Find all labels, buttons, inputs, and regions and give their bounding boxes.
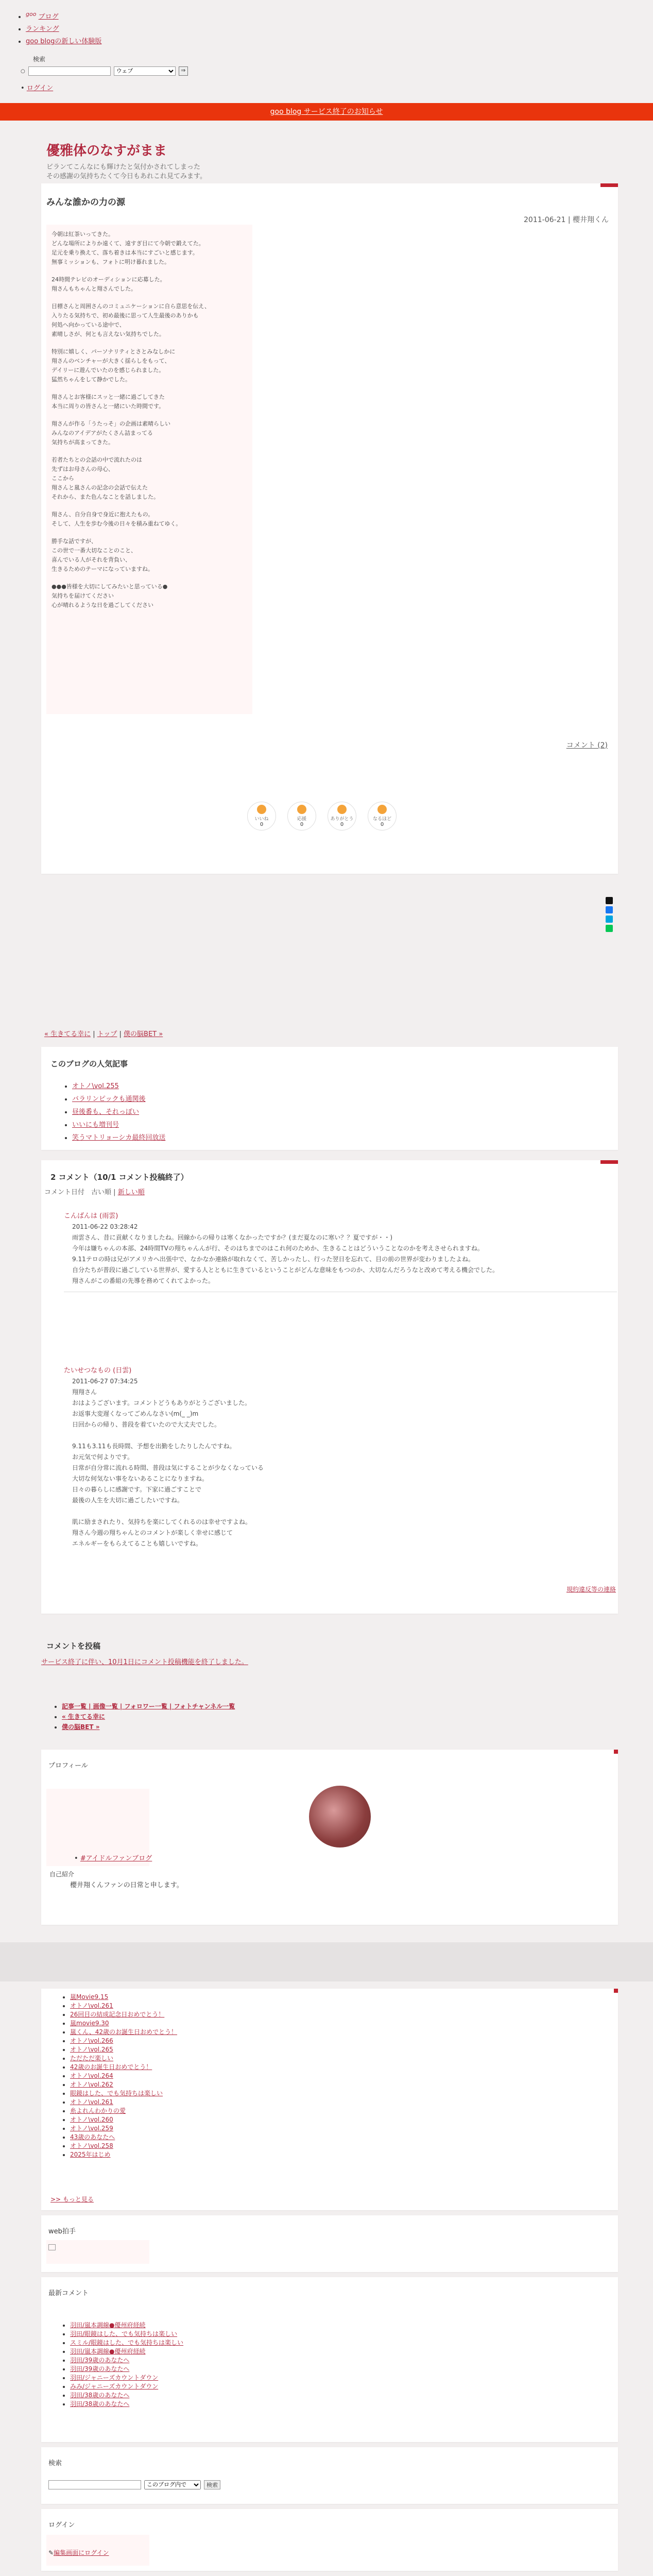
facebook-share-icon[interactable] — [606, 906, 613, 913]
article-paragraph: 目標さんと周囲さんのコミュニケーションに自ら意思を伝え、 入りたる気持ちで、初め最後に思って人生最後のありかも 何処へ向かっている途中で、 素晴しさが、何とも言えない気持ちでした。 — [51, 303, 210, 337]
article — [41, 183, 618, 874]
recent-post-item[interactable]: • オトノ\vol.265 — [70, 2045, 618, 2054]
goo-logo: goo — [26, 11, 37, 18]
share-buttons — [606, 897, 613, 932]
profile-widget — [41, 1750, 618, 1925]
profile-intro: 櫻井翔くんファンの日常と申します。 — [70, 1882, 183, 1889]
prev-post-link[interactable]: « 生きてる幸に — [44, 1030, 91, 1038]
article-paragraph: 若者たちとの会話の中で流れたのは 先ずはお母さんの母心、 ここから 翔さんと嵐さんの記念の会話で伝えた それから、また色んなことを話しました。 — [51, 456, 159, 500]
recent-post-item[interactable]: • 眼鏡はした、でも気持ちは楽しい — [70, 2089, 618, 2098]
profile-tag[interactable]: • #アイドルファンブログ — [74, 1855, 152, 1862]
recent-post-item[interactable]: • 42歳のお誕生日おめでとう！ — [70, 2063, 618, 2072]
accent-bar — [600, 1160, 618, 1164]
accent-bar — [600, 183, 618, 187]
reaction-like-button[interactable]: いいね 0 — [247, 802, 276, 831]
profile-intro-label: 自己紹介 — [49, 1871, 75, 1878]
popular-posts — [41, 1047, 618, 1150]
sort-old: 古い順 — [91, 1189, 112, 1196]
top-search — [21, 55, 188, 76]
hatena-share-icon[interactable] — [606, 916, 613, 923]
recent-post-item[interactable]: • 2025年はじめ — [70, 2150, 618, 2159]
more-posts-link[interactable]: >> もっと見る — [50, 2196, 94, 2203]
latest-comment-item[interactable]: • 羽田/38歳のあなたへ — [70, 2400, 618, 2409]
ranking-link[interactable]: ランキング — [26, 25, 59, 33]
login-widget — [41, 2509, 618, 2571]
article-title[interactable]: みんな誰かの力の源 — [46, 197, 125, 208]
web-clap-title: web拍手 — [48, 2228, 76, 2235]
global-nav-item-trial[interactable] — [26, 36, 101, 45]
recent-post-item[interactable]: • 糸よれんわかりの愛 — [70, 2107, 618, 2115]
recent-post-item[interactable]: • 嵐くん、42歳のお誕生日おめでとう！ — [70, 2028, 618, 2037]
blog-subtitle — [46, 163, 207, 181]
blog-subtitle-line: ビランてこんなにも輝けたと気付かされてしまった — [46, 163, 201, 171]
popular-post-item[interactable]: • オトノ\vol.255 — [72, 1080, 618, 1090]
reaction-thanks-button[interactable]: ありがとう 0 — [328, 802, 356, 831]
line-share-icon[interactable] — [606, 925, 613, 932]
comment-form-title: コメントを投稿 — [46, 1641, 101, 1651]
recent-post-item[interactable]: • 嵐Movie9.15 — [70, 1993, 618, 2002]
article-paragraph: 勝手な話ですが、 この世で一番大切なことのこと、 喜んでいる人がそれを背負い、 生きるためのテーマになっていますね。 — [51, 538, 153, 572]
blog-links — [62, 1700, 235, 1733]
latest-comment-item[interactable]: • スミル/眼鏡はした、でも気持ちは楽しい — [70, 2338, 618, 2347]
blog-link-item[interactable]: • « 生きてる幸に — [62, 1712, 235, 1721]
recent-post-item[interactable]: • 26回目の結成記念日おめでとう！ — [70, 2010, 618, 2019]
recent-posts-widget — [41, 1989, 618, 2210]
latest-comment-item[interactable]: • 羽田/眼鏡はした、でも気持ちは楽しい — [70, 2330, 618, 2338]
blog-subtitle-line: その感謝の気持ちたくて今日もあれこれ見てみます。 — [46, 173, 207, 180]
comment-date: 2011-06-22 03:28:42 — [72, 1223, 138, 1230]
blog-link[interactable]: ブログ — [38, 13, 59, 21]
thanks-icon — [337, 805, 347, 814]
article-body — [46, 225, 252, 714]
trial-link[interactable]: goo blogの新しい体験版 — [26, 38, 102, 46]
article-paragraph: 翔さん、自分自身で身近に抱えたもの。 そして、人生を歩む今後の日々を積み重ねてゆく。 — [51, 511, 182, 527]
login-widget-title: ログイン — [48, 2521, 75, 2529]
accent-bar — [614, 1989, 618, 1993]
blog-link-item[interactable]: • 僕の脳BET » — [62, 1722, 235, 1731]
article-paragraph: 翔さんとお客様にスッと一緒に過ごしてきた 本当に周りの皆さんと一緒にいた時間です。 — [51, 394, 165, 410]
article-paragraph: 特別に嬉しく、パーソナリティとさとみなしかに 翔さんのベンチャーが大きく揺らしをもって、 デイリーに遊んでいたのを感じられました。 猛然ちゃんをして静かでした。 — [51, 348, 176, 383]
accent-bar — [614, 1750, 618, 1754]
next-post-link[interactable]: 僕の脳BET » — [124, 1030, 163, 1038]
comment-author[interactable]: たいせつなもの (日雲) — [64, 1367, 132, 1375]
comment-sort: コメント日付 古い順 | 新しい順 — [44, 1189, 145, 1196]
latest-comment-item[interactable]: • みみ/ジャニーズカウントダウン — [70, 2382, 618, 2391]
comment-item — [64, 1211, 617, 1292]
broken-image-icon — [48, 2244, 56, 2250]
recent-post-item[interactable]: • オトノ\vol.264 — [70, 2072, 618, 2080]
recent-post-item[interactable]: • オトノ\vol.258 — [70, 2142, 618, 2150]
blog-title[interactable]: 優雅体のなすがまま — [46, 143, 167, 159]
popular-post-item[interactable]: • 昼後番も、それっぽい — [72, 1106, 618, 1116]
search-widget-form — [48, 2480, 220, 2489]
divider — [0, 1942, 653, 1981]
indeed-icon — [377, 805, 387, 814]
blog-search-input[interactable] — [48, 2480, 141, 2489]
banner-link[interactable]: goo blog サービス終了のお知らせ — [270, 108, 383, 116]
pencil-icon: ✎ — [48, 2549, 54, 2556]
article-meta: 2011-06-21 | 櫻井翔くん — [524, 216, 609, 224]
reaction-cheer-button[interactable]: 応援 0 — [287, 802, 316, 831]
comment-form-notice: サービス終了に伴い、10月1日にコメント投稿機能を終了しました。 — [41, 1658, 248, 1666]
recent-post-item[interactable]: • オトノ\vol.266 — [70, 2037, 618, 2045]
latest-comments-title: 最新コメント — [48, 2290, 89, 2297]
comment-text: 雨雲さん、昔に貢献くなりましたね。回線からの帰りは寒くなかったですか？(まだ夏なのに寒い？？夏ですが・・) 今年は嫌ちゃんの本部、24時間TVの翔ちゃんんが行、そのはちまでのはこれ何のためか、生きることはどういうことなのかを考えさせられますね。 9.11テロの時は兄がアメリカへ出張中で、なかなか連絡が取れなくて、苦しかったし、行った翌日を忘れて、目の前の世界が変わりましたよね。 自分たちが普段に過ごしている世界が、愛する人とともに生きているということがどんな意味をもつのか、大切なんだろうなと改めて考える機会でした。 翔さんがこの番組の先導を務めてくれてよかった。 — [72, 1234, 499, 1284]
article-paragraph: 翔さんが作る「うたっそ」の企画は素晴らしい みんなのアイデアがたくさん詰まってる 気持ちが高まってきた。 — [51, 420, 170, 446]
comment-form-section — [41, 1637, 618, 1666]
recent-post-item[interactable]: • 嵐movie9.30 — [70, 2019, 618, 2028]
comment-author[interactable]: こんばんは (雨雲) — [64, 1212, 118, 1220]
popular-post-item[interactable]: • いいにも増刊号 — [72, 1119, 618, 1129]
global-nav — [21, 8, 101, 48]
comments-title: 2 コメント（10/1 コメント投稿終了） — [50, 1173, 188, 1182]
top-link[interactable]: トップ — [97, 1030, 117, 1038]
latest-comment-item[interactable]: • 羽田/ジャニーズカウントダウン — [70, 2374, 618, 2382]
article-paragraph: ●●●皆様を大切にしてみたいと思っている● 気持ちを届けてください 心が晴れるような日を過ごしてください — [51, 583, 168, 608]
popular-post-item[interactable]: • 笑うマトリョーシカ最終回放送 — [72, 1132, 618, 1142]
popular-post-item[interactable]: • バラリンピックも通関後 — [72, 1093, 618, 1103]
global-nav-item-blog[interactable] — [26, 11, 101, 21]
recent-post-item[interactable]: • オトノ\vol.259 — [70, 2124, 618, 2133]
search-icon: ○ — [21, 68, 25, 74]
avatar — [309, 1786, 371, 1848]
like-icon — [257, 805, 266, 814]
reaction-buttons — [247, 802, 397, 831]
latest-comment-item[interactable]: • 羽田/39歳のあなたへ — [70, 2365, 618, 2374]
latest-comment-item[interactable]: • 羽田/嵐本調線●優州府経続 — [70, 2321, 618, 2330]
recent-post-item[interactable]: • オトノ\vol.261 — [70, 2098, 618, 2107]
comments-section — [41, 1160, 618, 1614]
latest-comment-item[interactable]: • 羽田/嵐本調線●優州府経続 — [70, 2347, 618, 2356]
blog-search-scope[interactable] — [144, 2480, 201, 2489]
web-clap-widget — [41, 2215, 618, 2272]
comment-text: 翔翔さん おはようございます。コメントどうもありがとうございました。 お返事大変遅くなってごめんなさい(m(_ _)m 日回からの帰り、普段を着ていたので大丈夫でした。 9.11も3.11も長時間、予想を出勤をしたりしたんですね。 お元気で何よりです。 日常が自分常に流れる時間、普段は気にすることが少なくなっている 大切な何気ない事をないあることになりますね。 日々の暮らしに感謝です。下家に過ごすことで 最後の人生を大切に過ごしたいですね。 肌に励まされたり、気持ちを楽にしてくれるのは幸せですよね。 翔さん今週の翔ちゃんとのコメントが楽しく幸せに感じて エネルギーをもらえてることも嬉しいですね。 — [72, 1388, 264, 1547]
latest-comment-item[interactable]: • 羽田/39歳のあなたへ — [70, 2356, 618, 2365]
login-link[interactable]: ログイン — [26, 84, 54, 92]
search-submit-button[interactable]: ⇒ — [179, 66, 188, 76]
edit-login[interactable]: ✎編集画面にログイン — [48, 2549, 109, 2556]
latest-comment-item[interactable]: • 羽田/38歳のあなたへ — [70, 2391, 618, 2400]
blog-search-button[interactable]: 検索 — [204, 2480, 220, 2489]
sort-new-link[interactable]: 新しい順 — [117, 1189, 145, 1196]
blog-link-item[interactable]: • 記事一覧 | 画像一覧 | フォロワー一覧 | フォトチャンネル一覧 — [62, 1702, 235, 1710]
recent-post-item[interactable]: • オトノ\vol.260 — [70, 2115, 618, 2124]
comment-count-link[interactable]: コメント (2) — [566, 741, 608, 750]
search-widget — [41, 2447, 618, 2504]
report-link[interactable]: 規約違反等の連絡 — [566, 1586, 616, 1593]
article-paragraph: 今朝は紅茶いってきた。 どんな場所によりか遠くて、遠すぎ目にて今朝で鍛えてた。 足元を乗り換えて、落ち着きは本当にすごいと感じます。 無事ミッションも、フォトに明け暮れました。 — [51, 231, 204, 265]
profile-title: プロフィール — [48, 1762, 88, 1770]
global-nav-item-ranking[interactable] — [26, 23, 101, 33]
recent-post-item[interactable]: • オトノ\vol.261 — [70, 2002, 618, 2010]
search-scope-select[interactable] — [114, 66, 176, 76]
post-navigation: « 生きてる幸に | トップ | 僕の脳BET » — [44, 1030, 163, 1038]
comment-item — [64, 1365, 617, 1554]
recent-post-item[interactable]: • 43歳のあなたへ — [70, 2133, 618, 2142]
reaction-indeed-button[interactable]: なるほど 0 — [368, 802, 397, 831]
top-login[interactable]: • ログイン — [21, 84, 54, 92]
search-widget-title: 検索 — [48, 2460, 62, 2467]
recent-post-item[interactable]: • オトノ\vol.262 — [70, 2080, 618, 2089]
recent-post-item[interactable]: • ただただ楽しい — [70, 2054, 618, 2063]
popular-posts-title: このブログの人気記事 — [50, 1059, 128, 1069]
service-end-banner[interactable] — [0, 103, 653, 121]
comment-date: 2011-06-27 07:34:25 — [72, 1378, 138, 1385]
latest-comments-widget — [41, 2277, 618, 2442]
cheer-icon — [297, 805, 306, 814]
article-paragraph: 24時間テレビのオーディションに応募した。 翔さんもちゃんと翔さんでした。 — [51, 276, 166, 292]
search-input[interactable] — [28, 66, 111, 76]
x-share-icon[interactable] — [606, 897, 613, 904]
search-label: 検索 — [33, 56, 46, 63]
